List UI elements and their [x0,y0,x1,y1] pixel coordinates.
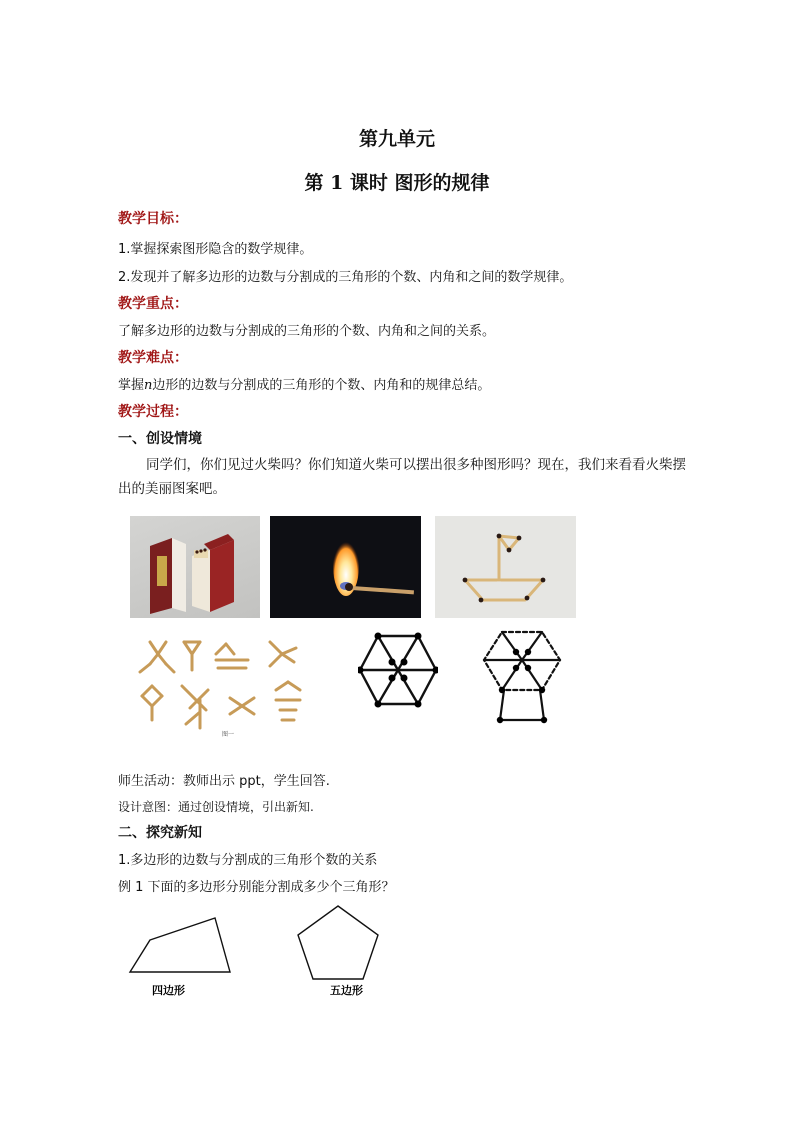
objective-item-1: 1.掌握探索图形隐含的数学规律。 [118,242,313,257]
difficulties-text [118,374,490,393]
figure-caption: 图一 [222,731,235,738]
hexagon-match-pattern [358,630,438,710]
unit-title: 第九单元 [358,128,435,150]
lesson-title: 第 1 课时 图形的规律 [304,172,490,194]
key-points-text: 了解多边形的边数与分割成的三角形的个数、内角和之间的关系。 [118,324,496,339]
hexagon-dashed-pattern [482,628,562,726]
objective-item-2: 2.发现并了解多边形的边数与分割成的三角形的个数、内角和之间的数学规律。 [118,270,573,285]
variable-n: n [144,378,153,393]
match-boat-photo [435,516,576,618]
matchbox-photo [130,516,260,618]
polygon-figures [120,900,420,1005]
pentagon-label: 五边形 [330,984,363,997]
difficulties-text-pre: 掌握 [118,378,145,393]
difficulties-text-post: 边形的边数与分割成的三角形的个数、内角和的规律总结。 [152,378,491,393]
section-1-heading: 一、创设情境 [118,431,202,447]
match-figures-illustration [130,628,315,738]
quadrilateral-label: 四边形 [152,984,185,997]
example-1-text: 例 1 下面的多边形分别能分割成多少个三角形？ [118,880,395,895]
activity-text: 师生活动：教师出示 ppt，学生回答. [118,774,330,789]
flame-photo [270,516,421,618]
design-intent-text: 设计意图：通过创设情境，引出新知. [118,800,314,814]
pentagon-shape [298,906,378,979]
intro-paragraph: 同学们，你们见过火柴吗？你们知道火柴可以摆出很多种图形吗？现在，我们来看看火柴摆出的美丽图案吧。 [118,457,686,497]
quadrilateral-shape [130,918,230,972]
difficulties-heading: 教学难点： [118,350,188,366]
process-heading: 教学过程： [118,404,188,420]
key-points-heading: 教学重点： [118,296,188,312]
section-2-heading: 二、探究新知 [118,825,202,841]
subtopic-text: 1.多边形的边数与分割成的三角形个数的关系 [118,853,378,868]
objectives-heading: 教学目标： [118,211,188,227]
